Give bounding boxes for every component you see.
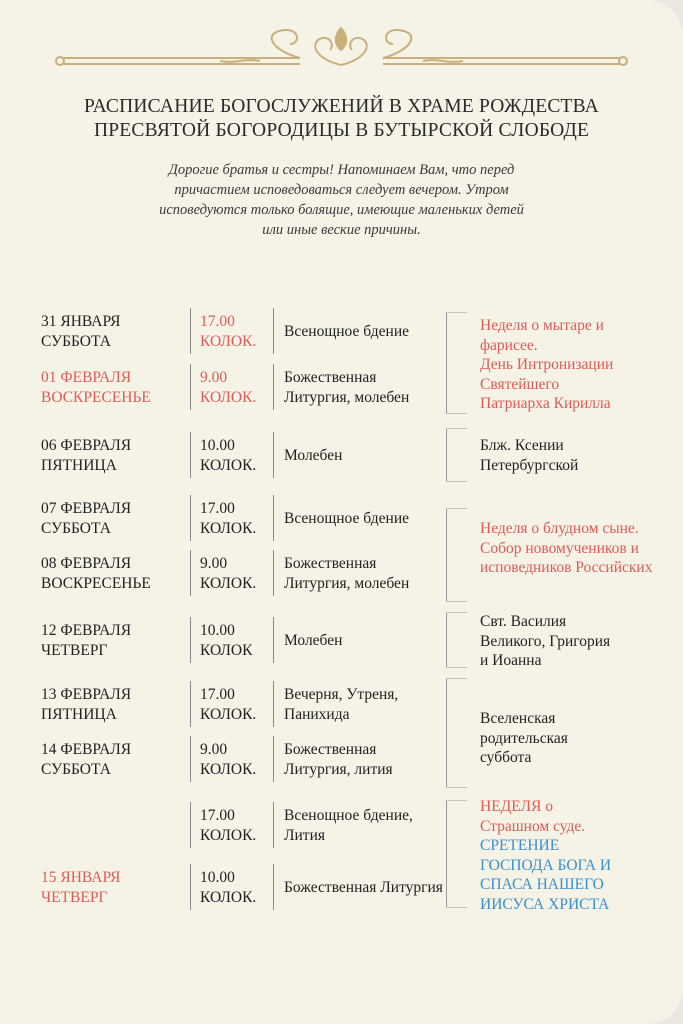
row-service: Божественная Литургия, молебен: [284, 369, 410, 406]
column-divider: [190, 495, 191, 541]
column-divider: [190, 550, 191, 596]
row-date: 14 ФЕВРАЛЯ СУББОТА: [41, 741, 132, 778]
feast-note: Неделя о мытаре и фарисее. День Интронизации Святейшего Патриарха Кирилла: [480, 317, 614, 412]
row-date: 15 ЯНВАРЯ ЧЕТВЕРГ: [41, 869, 121, 906]
row-time: 17.00 КОЛОК.: [200, 807, 257, 844]
column-divider: [273, 802, 274, 848]
page-title: РАСПИСАНИЕ БОГОСЛУЖЕНИЙ В ХРАМЕ РОЖДЕСТВА ПРЕСВЯТОЙ БОГОРОДИЦЫ В БУТЫРСКОЙ СЛОБОДЕ: [84, 96, 599, 141]
row-service: Всенощное бдение, Лития: [284, 807, 413, 844]
row-time: 9.00 КОЛОК.: [200, 741, 257, 778]
row-date: 31 ЯНВАРЯ СУББОТА: [41, 313, 121, 350]
row-time: 9.00 КОЛОК.: [200, 555, 257, 592]
column-divider: [190, 736, 191, 782]
row-time: 9.00 КОЛОК.: [200, 369, 257, 406]
column-divider: [190, 802, 191, 848]
row-date: 07 ФЕВРАЛЯ СУББОТА: [41, 500, 132, 537]
feast-note: Свт. Василия Великого, Григория и Иоанна: [480, 613, 611, 669]
column-divider: [190, 308, 191, 354]
row-service: Молебен: [284, 632, 343, 649]
row-date: 01 ФЕВРАЛЯ ВОСКРЕСЕНЬЕ: [41, 369, 151, 406]
feast-note-meeting: СРЕТЕНИЕ ГОСПОДА БОГА И СПАСА НАШЕГО ИИСУСА ХРИСТА: [480, 837, 612, 913]
row-service: Божественная Литургия, молебен: [284, 555, 410, 592]
column-divider: [190, 617, 191, 663]
row-time: 17.00 КОЛОК.: [200, 686, 257, 723]
column-divider: [273, 681, 274, 727]
row-time: 17.00 КОЛОК.: [200, 313, 257, 350]
group-brace: [446, 678, 467, 788]
group-brace: [446, 508, 467, 602]
row-date: 13 ФЕВРАЛЯ ПЯТНИЦА: [41, 686, 132, 723]
group-brace: [446, 800, 467, 908]
feast-note: Неделя о блудном сыне. Собор новомучеников и исповедников Российских: [480, 520, 653, 576]
column-divider: [190, 681, 191, 727]
feast-note: Вселенская родительская суббота: [480, 710, 568, 766]
row-date: 06 ФЕВРАЛЯ ПЯТНИЦА: [41, 437, 132, 474]
group-brace: [446, 312, 467, 414]
feast-note: НЕДЕЛЯ о Страшном суде.: [480, 798, 586, 835]
column-divider: [190, 432, 191, 478]
row-service: Божественная Литургия, лития: [284, 741, 393, 778]
column-divider: [273, 864, 274, 910]
group-brace: [446, 428, 467, 482]
row-time: 10.00 КОЛОК.: [200, 869, 257, 906]
row-date: 12 ФЕВРАЛЯ ЧЕТВЕРГ: [41, 622, 132, 659]
row-service: Божественная Литургия: [284, 879, 443, 896]
column-divider: [273, 432, 274, 478]
column-divider: [273, 495, 274, 541]
ornament-header-icon: [0, 20, 683, 80]
row-date: 08 ФЕВРАЛЯ ВОСКРЕСЕНЬЕ: [41, 555, 151, 592]
row-time: 10.00 КОЛОК.: [200, 437, 257, 474]
column-divider: [190, 864, 191, 910]
column-divider: [273, 364, 274, 410]
row-service: Молебен: [284, 447, 343, 464]
column-divider: [273, 736, 274, 782]
row-time: 10.00 КОЛОК: [200, 622, 253, 659]
feast-note: Блж. Ксении Петербургской: [480, 437, 579, 474]
group-brace: [446, 612, 467, 668]
row-service: Всенощное бдение: [284, 323, 409, 340]
row-service: Вечерня, Утреня, Панихида: [284, 686, 399, 723]
confession-notice: Дорогие братья и сестры! Напоминаем Вам, что перед причастием исповедоваться следует вечером. Утром исповедуются только болящие, имеющие маленьких детей или иные веские причины.: [159, 162, 524, 238]
column-divider: [190, 364, 191, 410]
column-divider: [273, 308, 274, 354]
row-service: Всенощное бдение: [284, 510, 409, 527]
row-time: 17.00 КОЛОК.: [200, 500, 257, 537]
column-divider: [273, 617, 274, 663]
column-divider: [273, 550, 274, 596]
